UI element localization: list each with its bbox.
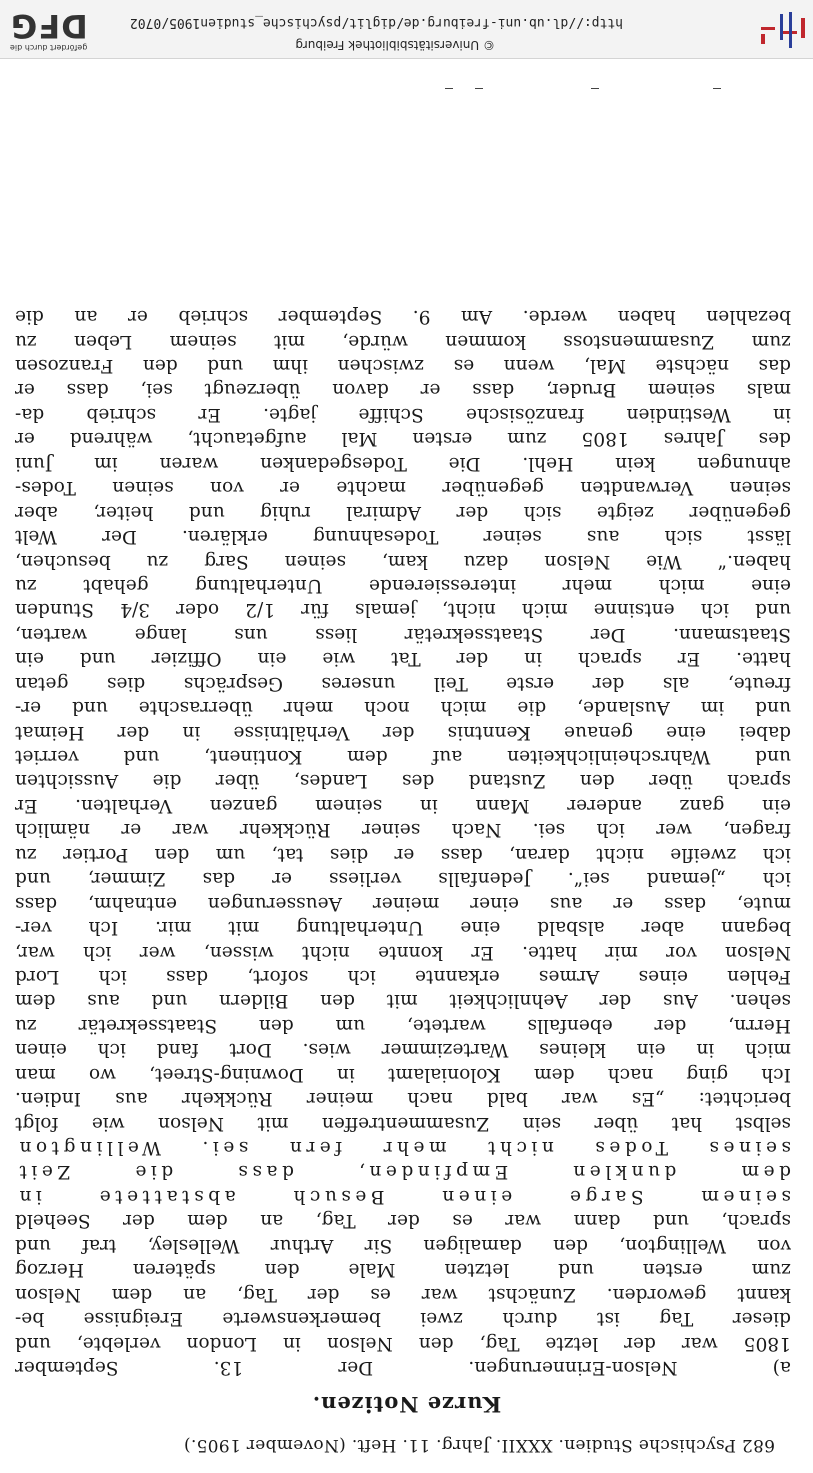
text-line: Nelson vor mir hatte. Er konnte nicht wissen, wer ich war, xyxy=(15,941,791,963)
text-line: Ich ging nach dem Kolonialamt in Downing-Street, wo man xyxy=(15,1063,791,1085)
text-line: sprach über den Zustand des Landes, über die Aussichten xyxy=(15,770,791,792)
article-body xyxy=(15,304,791,1379)
text-line: lässt sich aus seiner Todesahnung erklären. Der Welt xyxy=(15,526,791,548)
text-line: mals seinem Bruder, dass er davon überzeugt sei, dass er xyxy=(15,379,791,401)
section-title: Kurze Notizen. xyxy=(311,1392,502,1417)
text-line: freute, als der erste Teil unseres Gesprächs dies getan xyxy=(15,672,791,694)
copyright-notice: © Universitätsbibliothek Freiburg xyxy=(295,38,495,52)
text-line: 1805 war der letzte Tag, den Nelson in London verlebte, und xyxy=(15,1332,791,1354)
text-line: und im Auslande, die mich noch mehr überraschte und er- xyxy=(15,697,791,719)
text-line: bezahlen haben werde. Am 9. September schrieb er an die xyxy=(15,306,791,328)
text-line: und ich entsinne mich nicht, jemals für 1/2 oder 3/4 Stunden xyxy=(15,599,791,621)
text-line: zum Zusammenstoss kommen würde, mit seinem Leben zu xyxy=(15,330,791,352)
text-line: ich zweifle nicht daran, dass er dies tat, um den Portier zu xyxy=(15,843,791,865)
text-line: berichtet: „Es war bald nach meiner Rückkehr aus Indien. xyxy=(15,1088,791,1110)
text-line: ich „jemand sei“. Jedenfalls verliess er das Zimmer, und xyxy=(15,868,791,890)
text-line: eine mich mehr interessierende Unterhaltung gehabt zu xyxy=(15,575,791,596)
text-line: kannt geworden. Zunächst war es der Tag, an dem Nelson xyxy=(15,1283,791,1305)
text-line: Herrn, der ebenfalls wartete, um den Staatssekretär zu xyxy=(15,1014,791,1036)
text-line: seines Todes nicht mehr fern sei. Wellington xyxy=(15,1137,791,1159)
text-line: und Wahrscheinlichkeiten auf dem Kontinent, und verriet xyxy=(15,746,791,768)
text-line: in Westindien französische Schiffe jagte. Er schrieb da- xyxy=(15,403,791,425)
dfg-tagline: gefördert durch die xyxy=(10,43,88,52)
text-line: hatte. Er sprach in der Tat wie ein Offizier und ein xyxy=(15,648,791,670)
text-line: a) Nelson-Erinnerungen. Der 13. September xyxy=(15,1357,791,1378)
text-line: zum ersten und letzten Male den späteren Herzog xyxy=(15,1259,791,1281)
text-line: Fehlen eines Armes erkannte ich sofort, dass ich Lord xyxy=(15,966,791,987)
text-line: seinen Verwandten gegenüber machte er von seinen Todes- xyxy=(15,477,791,499)
text-line: des Jahres 1805 zum ersten Mal aufgetaucht, während er xyxy=(15,428,791,450)
permalink-url[interactable]: http://dl.ub.uni-freiburg.de/diglit/psychische_studien1905/0702 xyxy=(129,15,623,30)
university-library-logo[interactable] xyxy=(761,12,805,48)
running-header: 682 Psychische Studien. XXXII. Jahrg. 11. Heft. (November 1905.) xyxy=(183,1435,775,1455)
text-line: Staatsmann. Der Staatssekretär liess uns lange warten, xyxy=(15,623,791,645)
text-line: dabei eine genaue Kenntnis der Verhältnisse in der Heimat xyxy=(15,721,791,743)
text-line: gegenüber zeigte sich der Admiral ruhig und heiter, aber xyxy=(15,501,791,523)
text-line: ein ganz anderer Mann in seinem ganzen Verhalten. Er xyxy=(15,794,791,816)
text-line: seinem Sarge einen Besuch abstattete in xyxy=(15,1185,791,1207)
text-line: von Wellington, den damaligen Sir Arthur Wellesley, traf und xyxy=(15,1234,791,1256)
text-line: sprach, und dann war es der Tag, an dem der Seeheld xyxy=(15,1210,791,1232)
text-line: selbst hat über sein Zusammentreffen mit Nelson wie folgt xyxy=(15,1112,791,1134)
text-line: begann aber alsbald eine Unterhaltung mit mir. Ich ver- xyxy=(15,917,791,939)
text-line: dem dunklen Empfinden, dass die Zeit xyxy=(15,1161,791,1183)
text-line: fragen, wer ich sei. Nach seiner Rückkehr war er nämlich xyxy=(15,819,791,841)
text-line: mute, dass er aus einer meiner Aeusserungen entnahm, dass xyxy=(15,892,791,914)
text-line: sehen. Aus der Aehnlichkeit mit den Bildern und aus dem xyxy=(15,990,791,1012)
dfg-logo xyxy=(10,6,90,52)
page-edge-marks xyxy=(0,83,813,93)
text-line: das nächste Mal, wenn es zwischen ihm und den Franzosen xyxy=(15,355,791,377)
text-line: haben.“ Wie Nelson dazu kam, seinen Sarg zu besuchen, xyxy=(15,550,791,572)
text-line: mich in ein kleines Wartezimmer wies. Dort fand ich einen xyxy=(15,1039,791,1061)
viewer-footer-bar xyxy=(0,0,813,59)
text-line: ahnungen kein Hehl. Die Todesgedanken waren im Juni xyxy=(15,452,791,474)
text-line: dieser Tag ist durch zwei bemerkenswerte Ereignisse be- xyxy=(15,1308,791,1330)
dfg-wordmark: DFG xyxy=(10,7,88,45)
